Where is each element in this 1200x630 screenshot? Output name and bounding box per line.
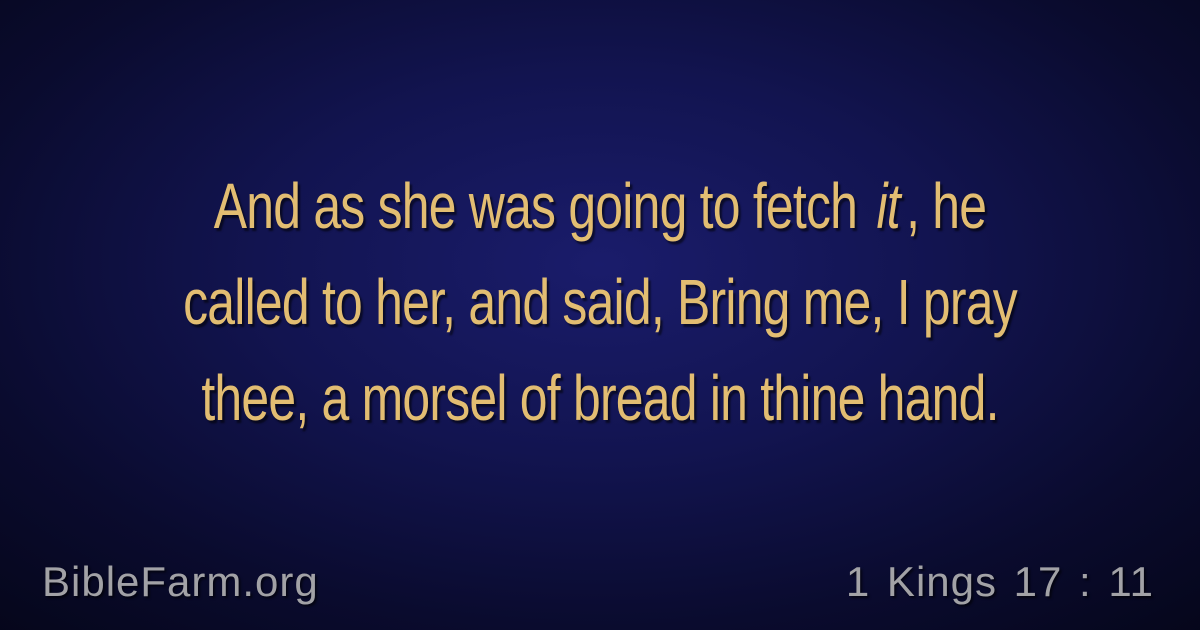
verse-line-1-start: And as she was going to fetch: [213, 170, 858, 242]
verse-line-2: called to her, and said, Bring me, I pray: [183, 266, 1017, 338]
verse-italic-word: it: [876, 170, 900, 242]
site-name: BibleFarm.org: [42, 558, 319, 605]
verse-text: [163, 158, 1037, 446]
verse-line-3: thee, a morsel of bread in thine hand.: [201, 362, 999, 434]
verse-line-1-end: , he: [906, 170, 987, 242]
verse-line-1: [163, 158, 1037, 254]
verse-reference: 1 Kings 17 : 11: [845, 558, 1154, 605]
